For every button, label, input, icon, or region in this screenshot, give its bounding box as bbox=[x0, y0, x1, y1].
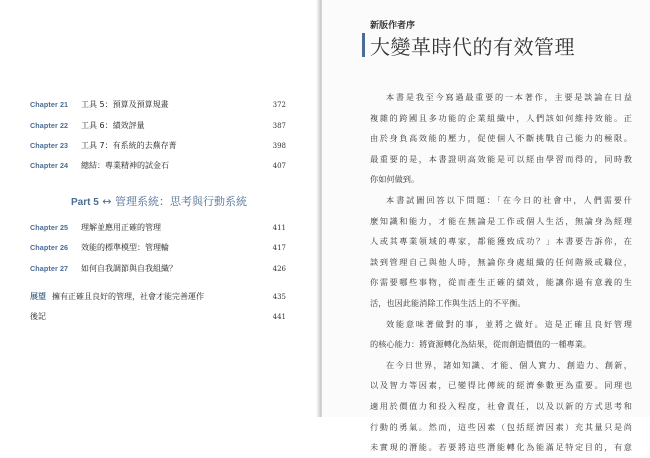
preface-body bbox=[370, 87, 632, 458]
toc-entry-chapter-22[interactable] bbox=[30, 119, 286, 133]
text-line: 的核心能力：將資源轉化為結果，從而創造價值的一種專業。 bbox=[370, 339, 592, 350]
text-line: 談到管理自己與他人時，無論你身處組織的任何階級或職位， bbox=[370, 256, 632, 267]
preface-label: 新版作者序 bbox=[370, 21, 416, 31]
toc-entry-chapter-27[interactable] bbox=[30, 262, 286, 276]
text-line: 你如何做到。 bbox=[370, 174, 420, 185]
page-number: 387 bbox=[272, 122, 286, 130]
page-number: 372 bbox=[272, 101, 286, 109]
title-accent-bar bbox=[362, 33, 365, 57]
outlook-title: 擁有正確且良好的管理，社會才能完善運作 bbox=[52, 292, 204, 301]
toc-entry-afterword[interactable] bbox=[30, 310, 286, 324]
page-number: 407 bbox=[272, 162, 286, 170]
page-title: 大變革時代的有效管理 bbox=[370, 35, 575, 59]
text-line: 在今日世界，諸如知識、才能、個人實力、創造力、創新， bbox=[386, 359, 632, 370]
page-number: 435 bbox=[272, 293, 286, 301]
chapter-number: Chapter 25 bbox=[30, 223, 69, 232]
chapter-number: Chapter 26 bbox=[30, 243, 69, 252]
left-page bbox=[0, 0, 318, 417]
chapter-title: 如何自我調節與自我組織？ bbox=[81, 264, 177, 273]
right-page bbox=[322, 0, 650, 453]
text-line: 以及智力等因素，已變得比傳統的經濟參數更為重要。同理也 bbox=[370, 380, 632, 391]
text-line: 效能意味著做對的事，並將之做好。這是正確且良好管理 bbox=[386, 318, 632, 329]
chapter-number: Chapter 21 bbox=[30, 100, 69, 109]
toc-entry-chapter-23[interactable] bbox=[30, 139, 286, 153]
part-heading bbox=[0, 193, 318, 209]
arrow-icon: ↔ bbox=[102, 195, 112, 208]
chapter-title: 工具 7：有系統的去蕪存菁 bbox=[81, 141, 177, 150]
chapter-number: Chapter 23 bbox=[30, 141, 69, 150]
chapter-number: Chapter 27 bbox=[30, 264, 69, 273]
text-line: 由於身負高效能的壓力，促使個人不斷挑戰自己能力的極限。 bbox=[370, 133, 632, 144]
page-number: 426 bbox=[272, 265, 286, 273]
chapter-title: 工具 5：預算及預算規畫 bbox=[81, 100, 169, 109]
text-line: 麼知識和能力，才能在無論是工作或個人生活，無論身為經理 bbox=[370, 215, 632, 226]
text-line: 最重要的是，本書證明高效能是可以經由學習而得的，同時教 bbox=[370, 153, 632, 164]
chapter-title: 工具 6：績效評量 bbox=[81, 121, 145, 130]
text-line: 人或其專業領域的專家，都能獲致成功？」本書要告訴你，在 bbox=[370, 236, 632, 247]
page-number: 441 bbox=[272, 313, 286, 321]
part-label: Part 5 bbox=[70, 197, 99, 208]
text-line: 適用於價值力和投入程度，社會責任，以及以新的方式思考和 bbox=[370, 400, 632, 411]
toc-entry-chapter-26[interactable] bbox=[30, 241, 286, 255]
toc-entry-chapter-25[interactable] bbox=[30, 221, 286, 235]
text-line: 未實現的潛能。若要將這些潛能轉化為能滿足特定目的，有意 bbox=[370, 442, 632, 453]
toc-entry-chapter-24[interactable] bbox=[30, 159, 286, 173]
chapter-title: 理解並應用正確的管理 bbox=[81, 223, 161, 232]
text-line: 本書是我至今寫過最重要的一本著作，主要是談論在日益 bbox=[386, 92, 632, 102]
page-number: 398 bbox=[272, 142, 286, 150]
page-number: 417 bbox=[272, 244, 286, 252]
text-line: 活，也因此能消除工作與生活上的不平衡。 bbox=[370, 297, 526, 308]
toc-entry-chapter-21[interactable] bbox=[30, 98, 286, 112]
chapter-title: 總結：專業精神的試金石 bbox=[81, 161, 169, 170]
afterword-title: 後記 bbox=[30, 312, 46, 321]
chapter-number: Chapter 22 bbox=[30, 121, 69, 130]
outlook-label: 展望 bbox=[30, 292, 46, 301]
text-line: 行動的勇氣。然而，這些因素（包括經濟因素）充其量只是尚 bbox=[370, 421, 632, 432]
text-line: 複雜的跨國且多功能的企業組織中，人們該如何維持效能。正 bbox=[370, 112, 632, 123]
text-line: 你需要哪些事物，從而產生正確的績效，能讓你過有意義的生 bbox=[370, 277, 632, 288]
chapter-number: Chapter 24 bbox=[30, 161, 69, 170]
text-line: 本書試圖回答以下問題：「在今日的社會中，人們需要什 bbox=[386, 194, 632, 205]
chapter-title: 效能的標準模型：管理輪 bbox=[81, 243, 169, 252]
toc-entry-outlook[interactable] bbox=[30, 290, 286, 304]
page-number: 411 bbox=[272, 224, 286, 232]
part-title: 管理系統：思考與行動系統 bbox=[115, 195, 247, 208]
